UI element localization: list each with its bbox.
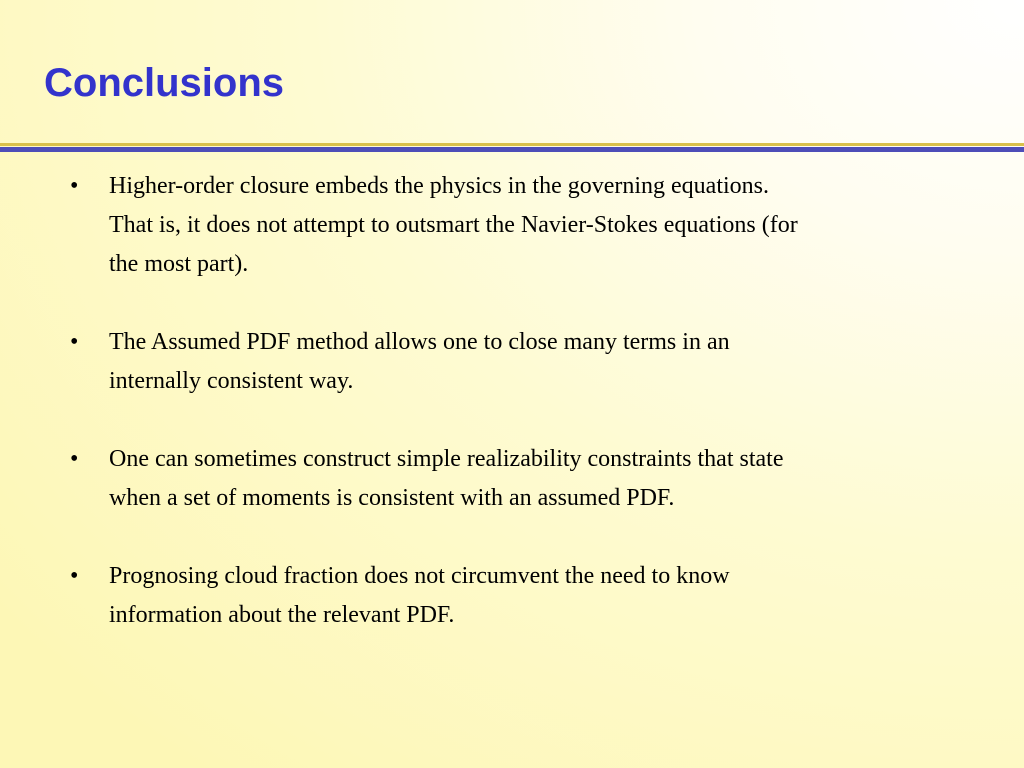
bullet-item xyxy=(0,440,1024,518)
bullet-glyph: • xyxy=(70,329,79,355)
title-divider-gold xyxy=(0,143,1024,146)
bullet-glyph: • xyxy=(70,563,79,589)
bullet-item xyxy=(0,167,1024,284)
slide-title: Conclusions xyxy=(44,61,285,105)
bullet-line: internally consistent way. xyxy=(109,368,354,394)
bullet-item xyxy=(0,557,1024,635)
bullet-line: the most part). xyxy=(109,251,249,277)
bullet-line: Higher-order closure embeds the physics in the governing equations. xyxy=(109,173,770,199)
title-divider-blue xyxy=(0,147,1024,152)
bullet-line: when a set of moments is consistent with an assumed PDF. xyxy=(109,485,675,511)
bullet-glyph: • xyxy=(70,446,79,472)
bullet-item xyxy=(0,323,1024,401)
bullet-line: That is, it does not attempt to outsmart the Navier-Stokes equations (for xyxy=(109,212,798,238)
bullet-line: Prognosing cloud fraction does not circumvent the need to know xyxy=(109,563,730,589)
bullet-line: One can sometimes construct simple realizability constraints that state xyxy=(109,446,784,472)
bullet-glyph: • xyxy=(70,173,79,199)
bullet-line: information about the relevant PDF. xyxy=(109,602,455,628)
bullet-list xyxy=(0,167,1024,674)
bullet-line: The Assumed PDF method allows one to close many terms in an xyxy=(109,329,730,355)
